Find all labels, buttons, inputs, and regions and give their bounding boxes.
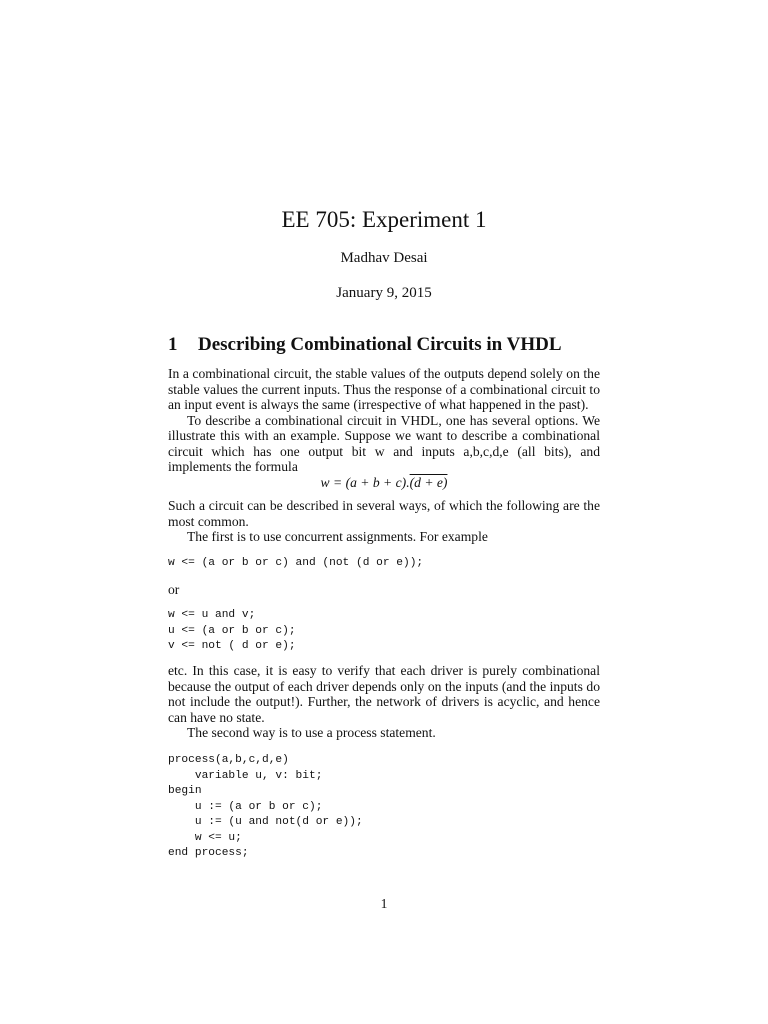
- document-date: January 9, 2015: [336, 285, 432, 301]
- paragraph-6: The second way is to use a process statement.: [187, 725, 436, 740]
- or-label: or: [168, 582, 180, 597]
- document-author: Madhav Desai: [340, 250, 428, 266]
- paragraph-3: Such a circuit can be described in several ways, of which the following are the most common.: [168, 498, 600, 529]
- section-number: 1: [168, 334, 178, 355]
- code-block-concurrent: w <= (a or b or c) and (not (d or e));: [168, 557, 424, 569]
- intro-text: [168, 366, 600, 475]
- document-title: EE 705: Experiment 1: [281, 207, 487, 232]
- paragraph-5: etc. In this case, it is easy to verify that each driver is purely combinational because the output of each driver depends only on the inputs (and the inputs do not include the output!). Further, the network of drivers is acyclic, and hence can have no state.: [168, 663, 600, 725]
- section-title: Describing Combinational Circuits in VHDL: [198, 334, 562, 355]
- ways-text: [168, 498, 600, 545]
- formula: [168, 475, 600, 491]
- or-text: [168, 582, 600, 598]
- paragraph-1: In a combinational circuit, the stable values of the outputs depend solely on the stable values the current inputs. Thus the response of a combinational circuit to an input event is always the same (irrespective of what happened in the past).: [168, 366, 600, 412]
- paragraph-2: To describe a combinational circuit in VHDL, one has several options. We illustrate this with an example. Suppose we want to describe a combinational circuit which has one output bit w and inputs a,b,c,d,e (all bits), and implements the formula: [168, 412, 600, 474]
- code-block-assignments: w <= u and v; u <= (a or b or c); v <= not ( d or e);: [168, 609, 296, 652]
- code-block-process: process(a,b,c,d,e) variable u, v: bit; begin u := (a or b or c); u := (u and not(d or e)); w <= u; end process;: [168, 754, 363, 859]
- paragraph-4: The first is to use concurrent assignments. For example: [187, 529, 488, 544]
- formula-overlined-term: (d + e): [409, 475, 448, 490]
- page-number: 1: [380, 896, 388, 911]
- explanation-text: [168, 663, 600, 741]
- section-heading: [168, 333, 608, 357]
- formula-lhs: w = (a + b + c).: [320, 475, 410, 490]
